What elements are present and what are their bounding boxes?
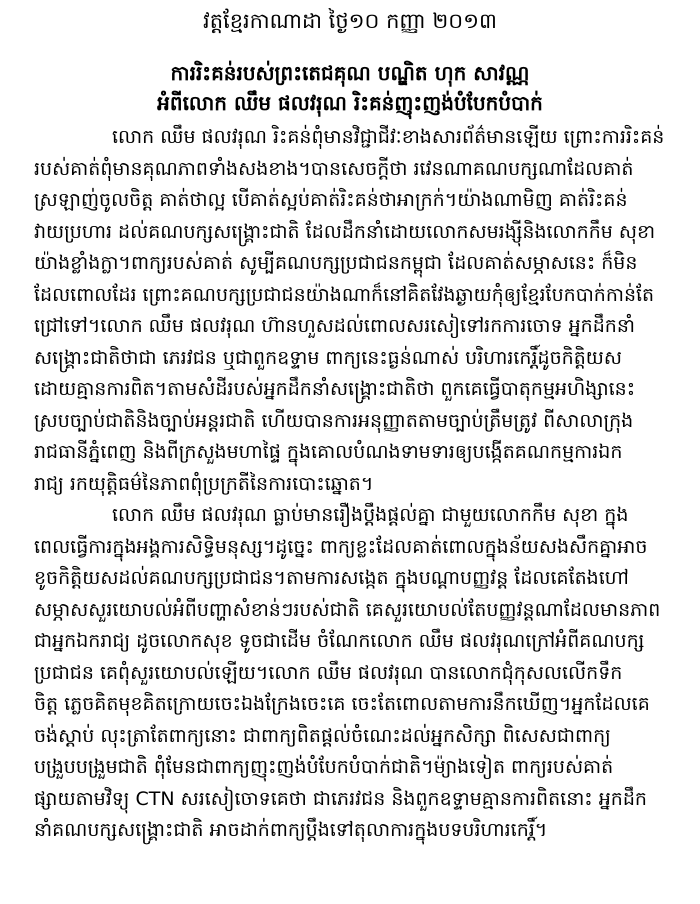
paragraph-line: ស្របច្បាប់ជាតិនិងច្បាប់អន្តរជាតិ ហើយបានការអនុញ្ញាតតាមច្បាប់ត្រឹមត្រូវ ពីសាលាក្រុង — [34, 409, 634, 432]
paragraph-line: ជ្រៅទៅ។លោក ឈឹម ផលវរុណ ហ៊ានហួសដល់ពោលសរសៀទៅរកការចោទ អ្នកដឹកនាំ — [34, 315, 635, 337]
paragraph-line: ពេលធ្វើការក្នុងអង្គការសិទ្ធិមនុស្ស។ដូច្នេះ ពាក្យខ្លះដែលគាត់ពោលក្នុងន័យសងសឹកគ្នាអាច — [34, 535, 648, 558]
paragraph-line: ខូចកិត្តិយសដល់គណបក្សប្រជាជន។តាមការសង្កេត ក្នុងបណ្ដាបញ្ញវន្ត ដែលគេតែងហៅ — [34, 567, 629, 589]
paragraph-line: សម្ភាសសួរយោបល់អំពីបញ្ហាសំខាន់ៗរបស់ជាតិ គេសួរយោបល់តែបញ្ញវន្តណាដែលមានភាព — [34, 598, 661, 621]
paragraph-line: ដែលពោលដែរ ព្រោះគណបក្សប្រជាជនយ៉ាងណាក៏នៅគិតវែងឆ្ងាយកុំឲ្យខ្មែរបែកបាក់កាន់តែ — [34, 283, 655, 306]
article-title-line-1: ការរិះគន់របស់ព្រះតេជគុណ បណ្ឌិត ហុក សាវណ្ណ — [170, 61, 530, 85]
paragraph-line: យ៉ាងខ្លាំងក្លា។ពាក្យរបស់គាត់ សូម្បីគណបក្សប្រជាជនកម្ពុជា ដែលគាត់សម្ភាសនេះ ក៏មិន — [34, 252, 638, 274]
paragraph-1 — [34, 122, 666, 500]
paragraph-line: នាំគណបក្សសង្គ្រោះជាតិ អាចដាក់ពាក្យប្ដឹងទៅតុលាការក្នុងបទបរិហារកេរ្តិ៍។ — [34, 819, 548, 841]
paragraph-line: វាយប្រហារ ដល់គណបក្សសង្គ្រោះជាតិ ដែលដឹកនាំដោយលោកសមរង្ស៊ីនិងលោកកឹម សុខា — [34, 220, 656, 243]
paragraph-line: ប្រជាជន គេពុំសួរយោបល់ឡើយ។លោក ឈឹម ផលវរុណ បានលោកជុំកុសលលើកទឹក — [34, 661, 623, 684]
paragraph-line: រាជធានីភ្នំពេញ និងពីក្រសួងមហាផ្ទៃ ក្នុងគោលបំណងទាមទារឲ្យបង្កើតគណកម្មការឯក — [34, 441, 623, 463]
paragraph-line: រាជ្យ រកយុត្តិធម៌នៃភាពពុំប្រក្រតីនៃការបោះឆ្នោត។ — [34, 472, 374, 495]
dateline: វត្តខ្មែរកាណាដា ថ្ងៃ១០ កញ្ញា ២០១៣ — [203, 9, 497, 33]
paragraph-2 — [34, 500, 666, 847]
paragraph-line: ជាអ្នកឯករាជ្យ ដូចលោកសុខ ទូចជាដើម ចំណែកលោក ឈឹម ផលវរុណក្រៅអំពីគណបក្ស — [34, 630, 645, 652]
article-title-line-2: អំពីលោក ឈឹម ផលវរុណ រិះគន់ញុះញង់បំបែកបំបាក់ — [157, 91, 543, 115]
paragraph-line: របស់គាត់ពុំមានគុណភាពទាំងសងខាង។បានសេចក្ដីថា រវេនណាគណបក្សណាដែលគាត់ — [34, 157, 634, 180]
paragraph-line: បង្រួបបង្រួមជាតិ ពុំមែនជាពាក្យញុះញង់បំបែកបំបាក់ជាតិ។ម៉្យាងទៀត ពាក្យរបស់គាត់ — [34, 756, 614, 778]
paragraph-line: លោក ឈឹម ផលវរុណ ធ្លាប់មានរឿងប្ដឹងផ្ដល់គ្នា ជាមួយលោកកឹម សុខា ក្នុង — [112, 504, 629, 526]
paragraph-line: ស្រឡាញ់ចូលចិត្ត គាត់ថាល្អ បើគាត់ស្អប់គាត់រិះគន់ថាអាក្រក់។យ៉ាងណាមិញ គាត់រិះគន់ — [34, 189, 628, 211]
paragraph-line: ដោយគ្មានការពិត។តាមសំដីរបស់អ្នកដឹកនាំសង្គ្រោះជាតិថា ពួកគេធ្វើបាតុកម្មអហិង្សានេះ — [34, 378, 636, 400]
paragraph-line: សង្គ្រោះជាតិថាជា ភេរវជន ឬជាពួកឧទ្ទាម ពាក្យនេះធ្ងន់ណាស់ បរិហារកេរ្តិ៍ដូចកិត្តិយស — [34, 346, 622, 369]
paragraph-line: ចង់ស្ដាប់ លុះត្រាតែពាក្យនោះ ជាពាក្យពិតផ្ដល់ចំណេះដល់អ្នកសិក្សា ពិសេសជាពាក្យ — [34, 724, 611, 747]
paragraph-line: ផ្សាយតាមវិទ្យុ CTN សរសៀចោទគេថា ជាភេរវជន និងពួកឧទ្ទាមគ្មានការពិតនោះ អ្នកដឹក — [34, 787, 647, 810]
paragraph-line: លោក ឈឹម ផលវរុណ រិះគន់ពុំមានវិជ្ជាជីវៈខាងសារព័ត៌មានឡើយ ព្រោះការរិះគន់ — [112, 126, 665, 148]
paragraph-line: ចិត្ត ភ្លេចគិតមុខគិតក្រោយចេះឯងក្រែងចេះគេ ចេះតែពោលតាមការនឹកឃើញ។អ្នកដែលគេ — [34, 693, 650, 715]
